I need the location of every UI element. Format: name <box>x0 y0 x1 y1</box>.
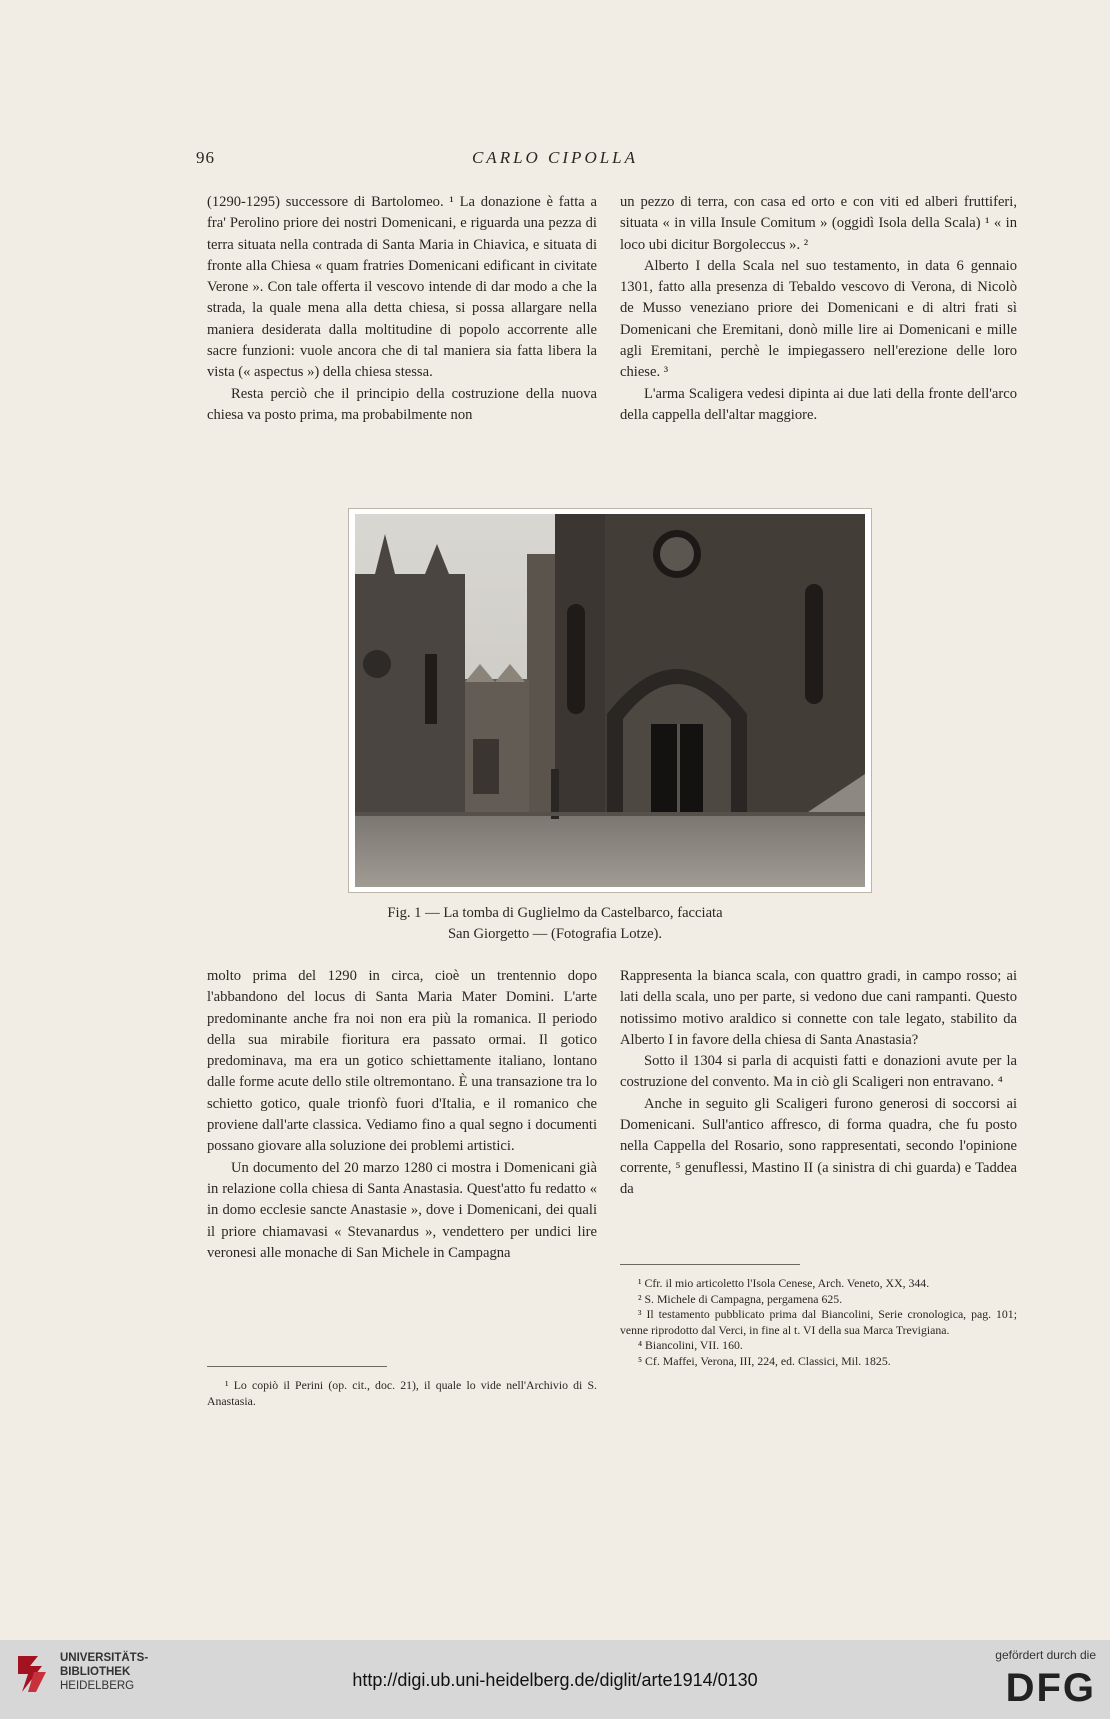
permalink-url[interactable]: http://digi.ub.uni-heidelberg.de/diglit/arte1914/0130 <box>352 1670 758 1690</box>
column-left-top <box>207 192 597 426</box>
paragraph: Alberto I della Scala nel suo testamento, in data 6 gennaio 1301, fatto alla presenza di Tebaldo vescovo di Verona, di Nicolò de Musso veneziano priore dei Domenicani e di altri frati sì Domenicani che Eremitani, donò mille lire ai Domenicani e mille agli Eremitani, perchè le impiegassero nell'erezione delle loro chiese. ³ <box>620 257 1017 381</box>
paragraph: Resta perciò che il principio della costruzione della nuova chiesa va posto prima, ma probabilmente non <box>207 385 597 423</box>
footnotes-left <box>207 1378 597 1409</box>
caption-line: Fig. 1 — La tomba di Guglielmo da Castelbarco, facciata <box>387 905 723 921</box>
paragraph: Sotto il 1304 si parla di acquisti fatti e donazioni avute per la costruzione del convento. Ma in ciò gli Scaligeri non entravano. ⁴ <box>620 1053 1017 1091</box>
footnote: ¹ Cfr. il mio articoletto l'Isola Cenese, Arch. Veneto, XX, 344. <box>638 1276 930 1290</box>
page-number: 96 <box>196 148 215 167</box>
footnote: ² S. Michele di Campagna, pergamena 625. <box>638 1291 843 1306</box>
footnote: ¹ Lo copiò il Perini (op. cit., doc. 21), il quale lo vide nell'Archivio di S. Anastasia. <box>207 1378 597 1408</box>
footnote-rule <box>620 1264 800 1265</box>
footnote: ⁵ Cf. Maffei, Verona, III, 224, ed. Classici, Mil. 1825. <box>638 1353 891 1368</box>
footnote: ⁴ Biancolini, VII. 160. <box>638 1338 743 1352</box>
funding-label: gefördert durch die <box>995 1648 1096 1662</box>
figure-caption <box>0 903 1110 945</box>
paragraph: (1290-1295) successore di Bartolomeo. ¹ La donazione è fatta a fra' Perolino priore dei nostri Domenicani, e riguarda una pezza di terra situata nella contrada di Santa Maria in Chiavica, e situata di fronte alla Chiesa « quam fratries Domenicani edificant in civitate Verone ». Con tale offerta il vescovo intende di dar modo a che la strada, la quale mena alla detta chiesa, si possa allargare nella maniera desiderata dalla moltitudine di popolo accorrente alle sacre funzioni: vuole ancora che di tal maniera sia fatta libera la vista (« aspectus ») della chiesa stessa. <box>207 194 597 381</box>
institution-line: UNIVERSITÄTS- <box>60 1652 149 1664</box>
footnote: ³ Il testamento pubblicato prima dal Biancolini, Serie cronologica, pag. 101; venne riprodotto dal Verci, in fine al t. VI della sua Marca Trevigiana. <box>620 1307 1017 1337</box>
paragraph: molto prima del 1290 in circa, cioè un trentennio dopo l'abbandono del locus di Santa Maria Mater Domini. L'arte predominante anche fra noi non era più la romanica. Il periodo della sua mirabile fioritura era passato ormai. Il gotico predominava, ma era un gotico schiettamente italiano, lontano dalle forme acute dello stile oltremontano. È una transazione tra lo schietto gotico, quale trionfò fuori d'Italia, e il romanico che proviene dall'arte classica. Vediamo fino a qual segno i documenti possano giovare alla soluzione dei problemi artistici. <box>207 968 597 1155</box>
church-facade-image <box>355 514 865 887</box>
paragraph: un pezzo di terra, con casa ed orto e con viti ed alberi fruttiferi, situata « in villa Insule Comitum » (oggidì Isola della Scala) ¹ « in loco ubi dicitur Borgoleccus ». ² <box>620 194 1017 253</box>
paragraph: Un documento del 20 marzo 1280 ci mostra i Domenicani già in relazione colla chiesa di Santa Anastasia. Quest'atto fu redatto « in domo ecclesie sancte Anastasie », dove i Domenicani, dei quali il priore chiamavasi « Stevanardus », vendettero per undici lire veronesi alle monache di San Michele in Campagna <box>207 1159 597 1261</box>
column-right-top <box>620 192 1017 426</box>
running-header <box>0 148 1110 172</box>
footnotes-right <box>620 1276 1017 1369</box>
caption-line: San Giorgetto — (Fotografia Lotze). <box>447 926 663 942</box>
institution-line: HEIDELBERG <box>60 1680 135 1692</box>
paragraph: Rappresenta la bianca scala, con quattro gradi, in campo rosso; ai lati della scala, uno per parte, si vedono due cani rampanti. Questo notissimo motivo araldico si connette con tale legato, stabilito da Alberto I in favore della chiesa di Santa Anastasia? <box>620 968 1017 1048</box>
column-left-bottom <box>207 966 597 1264</box>
paragraph: L'arma Scaligera vedesi dipinta ai due lati della fronte dell'arco della cappella dell'altar maggiore. <box>620 385 1017 423</box>
church-photograph <box>348 508 872 893</box>
paragraph: Anche in seguito gli Scaligeri furono generosi di soccorsi ai Domenicani. Sull'antico affresco, di forma quadra, che fu posto nella Cappella del Rosario, sono rappresentati, secondo l'opinione corrente, ⁵ genuflessi, Mastino II (a sinistra di chi guarda) e Taddea da <box>620 1095 1017 1197</box>
institution-line: BIBLIOTHEK <box>60 1666 131 1678</box>
dfg-logo: DFG <box>1005 1666 1096 1710</box>
footnote-rule <box>207 1366 387 1367</box>
column-right-bottom <box>620 966 1017 1200</box>
running-title: CARLO CIPOLLA <box>471 148 639 167</box>
library-footer <box>0 1640 1110 1719</box>
